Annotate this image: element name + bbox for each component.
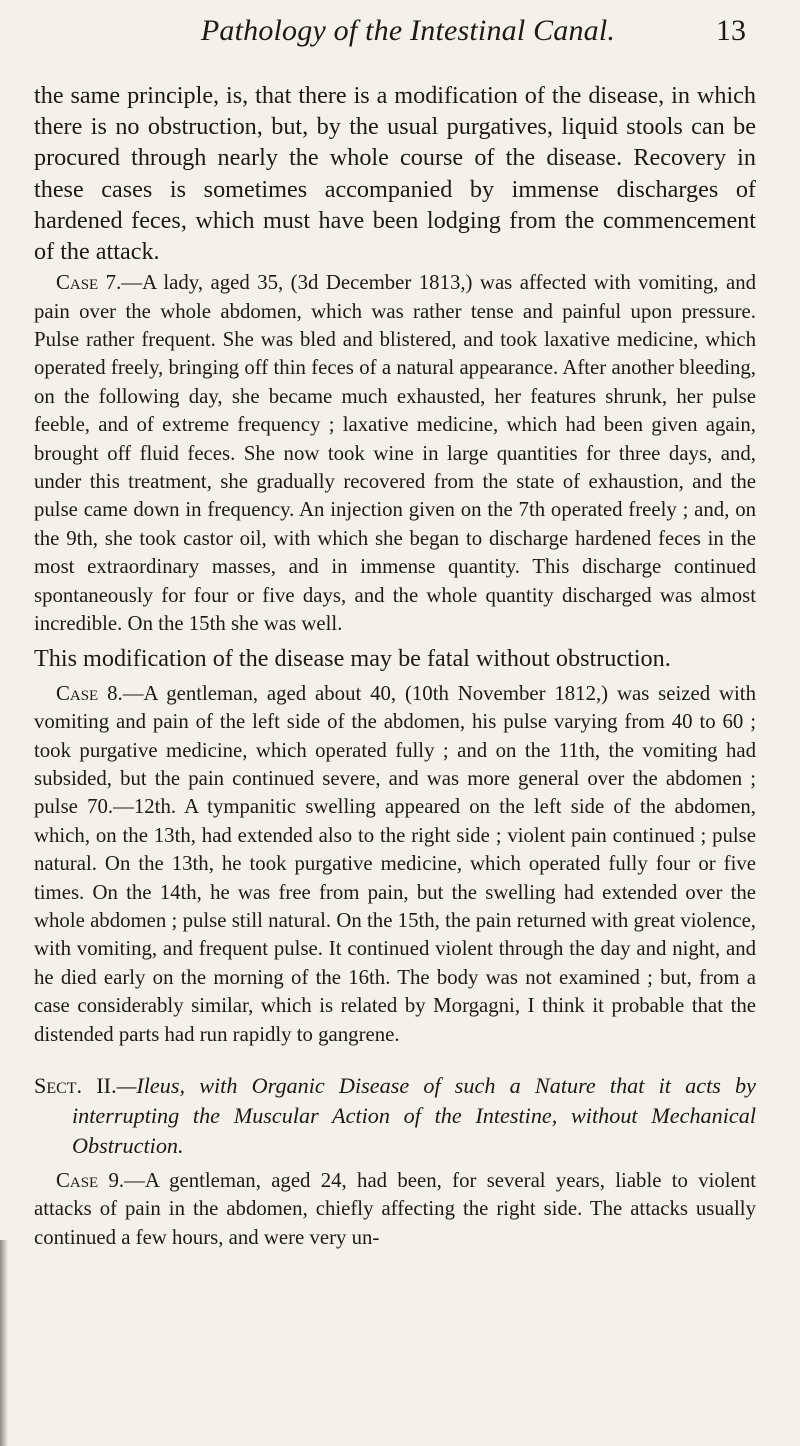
page-body [34, 80, 756, 1252]
page-number: 13 [716, 14, 746, 47]
case-7-text: —A lady, aged 35, (3d December 1813,) was affected with vomiting, and pain over the whole abdomen, which was rather tense and painful upon pressure. Pulse rather frequent. She was bled and blistered, and took laxative medicine, which operated freely, bringing off thin feces of a natural appearance. After another bleeding, on the following day, she became much exhausted, her features shrunk, her pulse feeble, and of extreme frequency ; laxative medicine, which had been given again, brought off fluid feces. She now took wine in large quantities for three days, and, under this treatment, she gradually recovered from the state of exhaustion, and the pulse came down in frequency. An injection given on the 7th operated freely ; and, on the 9th, she took castor oil, with which she began to discharge hardened feces in the most extraordinary masses, and in immense quantity. This discharge continued spontaneously for four or five days, and the whole quantity discharged was almost incredible. On the 15th she was well. [34, 271, 756, 636]
case-9-label: Case 9. [56, 1168, 125, 1192]
scan-edge-shadow [0, 1240, 8, 1446]
intro-paragraph: the same principle, is, that there is a modification of the disease, in which there is no obstruction, but, by the usual purgatives, liquid stools can be procured through nearly the whole course of the disease. Recovery in these cases is sometimes accompanied by immense discharges of hardened feces, which must have been lodging from the commencement of the attack. [34, 82, 756, 266]
case-9-text: —A gentleman, aged 24, had been, for several years, liable to violent attacks of pain in the abdomen, chiefly affecting the right side. The attacks usually continued a few hours, and were very un- [34, 1168, 756, 1249]
running-head [70, 6, 746, 58]
section-title: —Ileus, with Organic Disease of such a Nature that it acts by interrupting the Muscular Action of the Intestine, without Mechanical Obstruction. [72, 1072, 757, 1158]
case-7-label: Case 7. [56, 271, 122, 295]
case-8-text: —A gentleman, aged about 40, (10th November 1812,) was seized with vomiting and pain of the left side of the abdomen, his pulse varying from 40 to 60 ; took purgative medicine, which operated fully ; and on the 11th, the vomiting had subsided, but the pain continued severe, and was more general over the abdomen ; pulse 70.—12th. A tympanitic swelling appeared on the left side of the abdomen, which, on the 13th, had extended also to the right side ; violent pain continued ; pulse natural. On the 13th, he took purgative medicine, which operated fully four or five times. On the 14th, he was free from pain, but the swelling had extended over the whole abdomen ; pulse still natural. On the 15th, the pain returned with great violence, with vomiting, and frequent pulse. It continued violent through the day and night, and he died early on the morning of the 16th. The body was not examined ; but, from a case considerably similar, which is related by Morgagni, I think it probable that the distended parts had run rapidly to gangrene. [34, 681, 756, 1046]
running-title: Pathology of the Intestinal Canal. [200, 14, 616, 47]
section-heading [34, 1071, 756, 1161]
section-label: Sect. II. [34, 1072, 117, 1098]
case-8-paragraph [34, 680, 756, 1049]
case-7-paragraph [34, 269, 756, 638]
fatal-modification-paragraph: This modification of the disease may be fatal without obstruction. [34, 644, 671, 672]
case-8-label: Case 8. [56, 681, 123, 705]
case-9-paragraph [34, 1167, 756, 1252]
